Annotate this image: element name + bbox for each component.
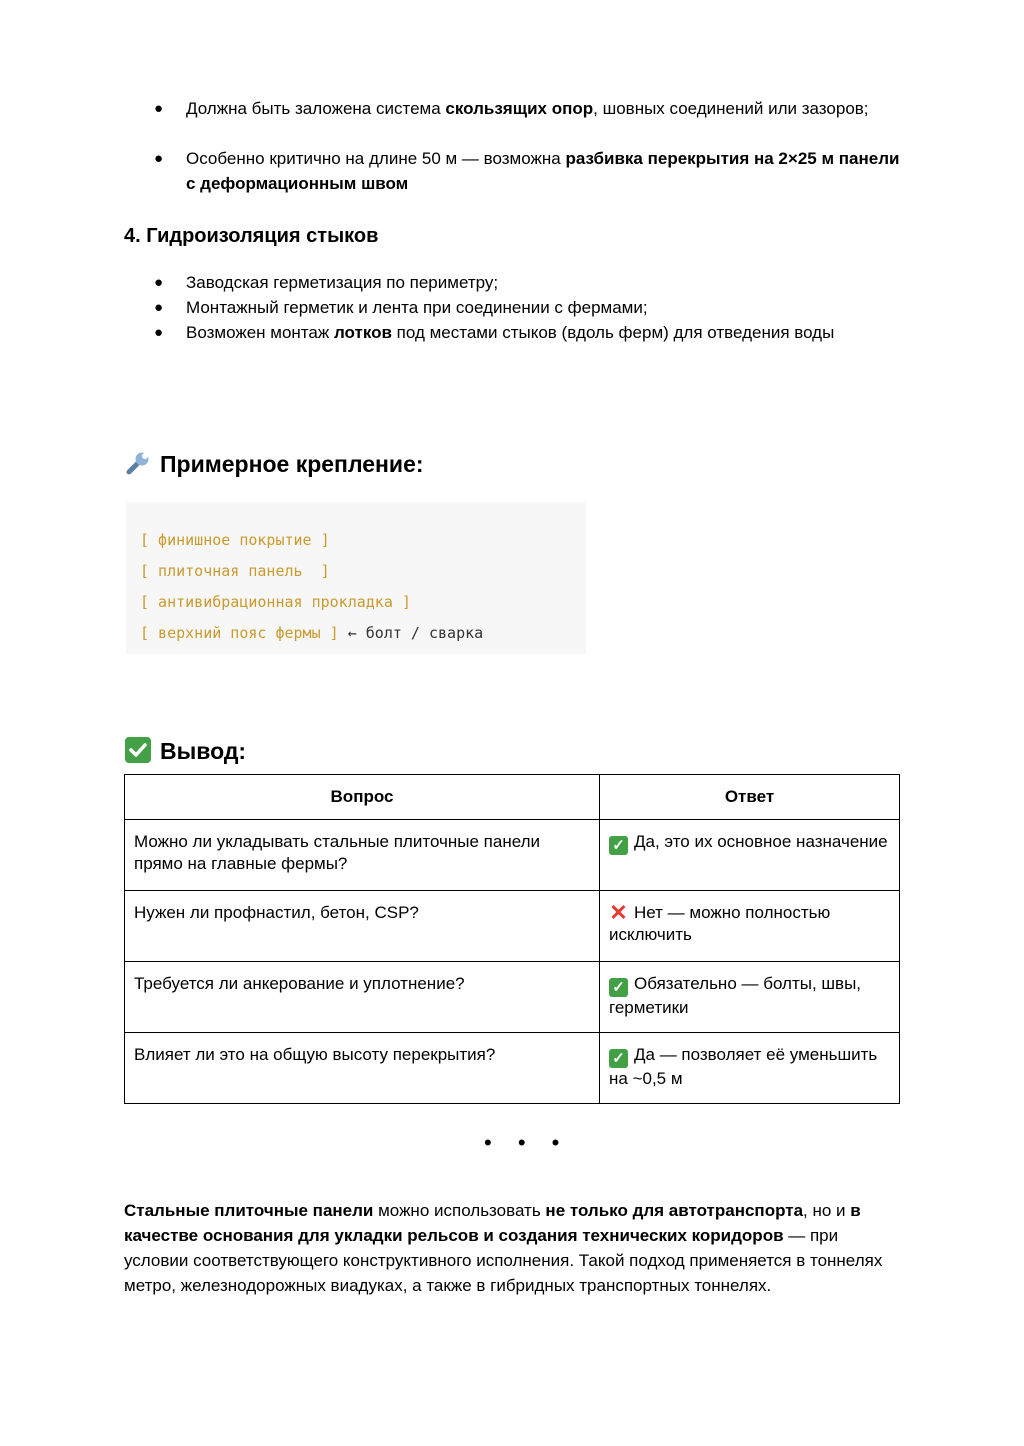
column-header-answer: Ответ [600, 775, 900, 820]
check-icon: ✓ [609, 836, 628, 855]
bullet-icon: ● [154, 299, 164, 316]
answer-cell [600, 820, 900, 891]
answer-text: Обязательно — болты, швы, герметики [609, 974, 862, 1017]
check-icon: ✓ [609, 978, 628, 997]
answer-cell [600, 1033, 900, 1104]
table-header-row [125, 775, 900, 820]
table-row [125, 1033, 900, 1104]
column-header-question: Вопрос [125, 775, 600, 820]
cross-icon: ✕ [609, 900, 628, 925]
section-separator: • • • [484, 1130, 570, 1155]
section-heading: 4. Гидроизоляция стыков [124, 225, 379, 247]
code-line: [ верхний пояс фермы ] ← болт / сварка [140, 624, 484, 642]
conclusion-table [124, 774, 900, 1104]
question-cell: Требуется ли анкерование и уплотнение? [125, 962, 600, 1033]
list-item-text: Монтажный герметик и лента при соединении с фермами; [186, 298, 648, 317]
mounting-title: Примерное крепление: [160, 451, 424, 477]
answer-text: Нет — можно полностью исключить [609, 903, 831, 944]
table-row [125, 820, 900, 891]
code-line: [ антивибрационная прокладка ] [140, 593, 411, 611]
bullet-icon: ● [154, 150, 164, 167]
check-icon [124, 736, 152, 764]
answer-text: Да, это их основное назначение [634, 832, 888, 851]
bullet-icon: ● [154, 274, 164, 291]
list-item-text: Заводская герметизация по периметру; [186, 273, 499, 292]
check-icon: ✓ [609, 1049, 628, 1068]
question-cell: Нужен ли профнастил, бетон, CSP? [125, 891, 600, 962]
conclusion-heading [124, 735, 246, 767]
question-cell: Влияет ли это на общую высоту перекрытия? [125, 1033, 600, 1104]
table-row [125, 962, 900, 1033]
answer-cell [600, 962, 900, 1033]
code-block [126, 502, 586, 654]
question-cell: Можно ли укладывать стальные плиточные панели прямо на главные фермы? [125, 820, 600, 891]
answer-text: Да — позволяет её уменьшить на ~0,5 м [609, 1045, 878, 1088]
final-paragraph: Стальные плиточные панели можно использовать не только для автотранспорта, но и в качестве основания для укладки рельсов и создания технических коридоров — при условии соответствующего конструктивного исполнения. Такой подход применяется в тоннелях метро, железнодорожных виадуках, а также в гибридных транспортных тоннелях. [124, 1201, 883, 1295]
conclusion-title: Вывод: [160, 738, 247, 764]
table-row [125, 891, 900, 962]
bullet-icon: ● [154, 324, 164, 341]
list-item-text: Особенно критично на длине 50 м — возможна разбивка перекрытия на 2×25 м панели с деформационным швом [186, 149, 900, 193]
list-item-text: Возможен монтаж лотков под местами стыков (вдоль ферм) для отведения воды [186, 323, 835, 342]
code-line: [ финишное покрытие ] [140, 531, 330, 549]
list-item-text: Должна быть заложена система скользящих опор, шовных соединений или зазоров; [186, 99, 869, 118]
mounting-heading [124, 448, 424, 480]
answer-cell [600, 891, 900, 962]
wrench-icon [124, 449, 152, 477]
bullet-icon: ● [154, 100, 164, 117]
code-line: [ плиточная панель ] [140, 562, 330, 580]
